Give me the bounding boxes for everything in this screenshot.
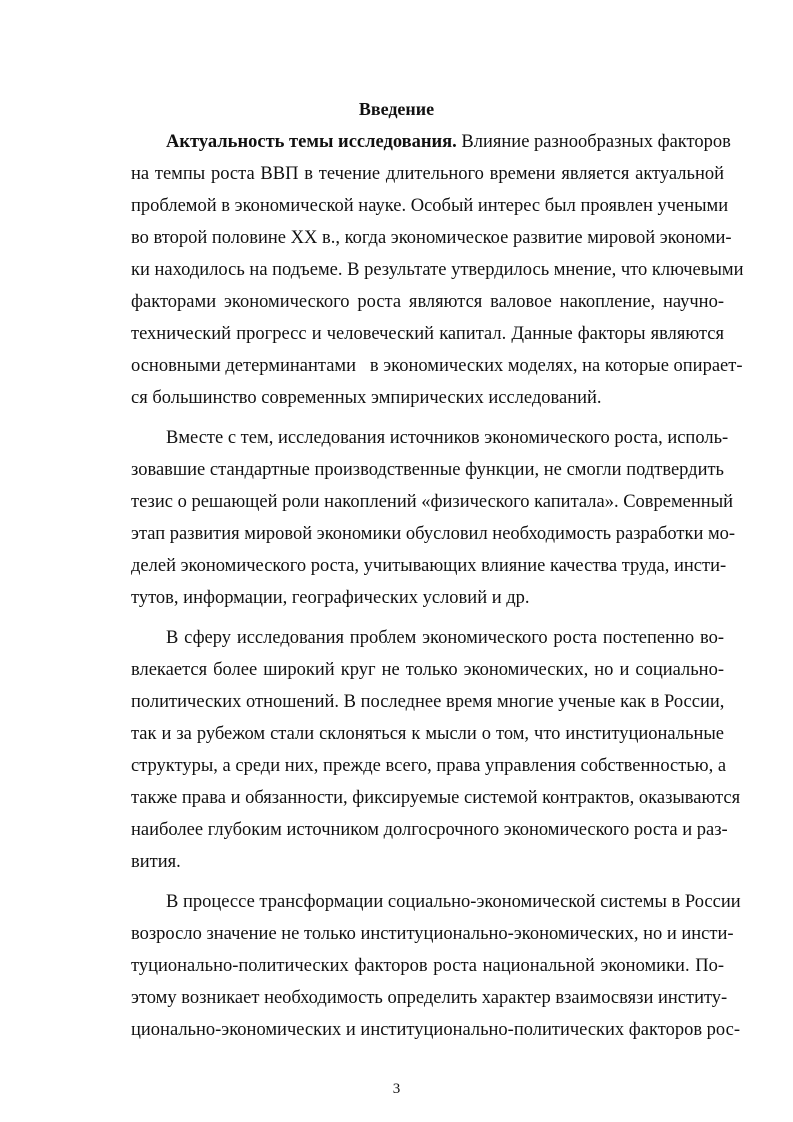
paragraph-1-line-1-text: Влияние разнообразных факторов [456,132,731,152]
paragraph-1-line-9: ся большинство современных эмпирических исследований. [131,388,602,408]
paragraph-1-line-5: ки находилось на подъеме. В результате утвердилось мнение, что ключевыми [131,260,744,280]
paragraph-4-line-5: ционально-экономических и институционально-политических факторов рос- [131,1020,741,1040]
paragraph-4-line-1: В процессе трансформации социально-экономической системы в России [166,892,741,912]
paragraph-1-line-7: технический прогресс и человеческий капитал. Данные факторы являются [131,324,724,344]
paragraph-4-line-4: этому возникает необходимость определить характер взаимосвязи институ- [131,988,728,1008]
paragraph-3-line-3: политических отношений. В последнее время многие ученые как в России, [131,692,725,712]
paragraph-1-line-4: во второй половине XX в., когда экономическое развитие мировой экономи- [131,228,732,248]
paragraph-3-line-1: В сферу исследования проблем экономического роста постепенно во- [166,628,724,648]
paragraph-2-line-4: этап развития мировой экономики обусловил необходимость разработки мо- [131,524,736,544]
paragraph-1-line-3: проблемой в экономической науке. Особый интерес был проявлен учеными [131,196,729,216]
page-number: 3 [392,1081,401,1097]
paragraph-1-line-6: факторами экономического роста являются валовое накопление, научно- [131,292,724,312]
paragraph-1-line-1 [166,130,731,154]
paragraph-3-line-7: наиболее глубоким источником долгосрочного экономического роста и раз- [131,820,728,840]
paragraph-3-line-6: также права и обязанности, фиксируемые системой контрактов, оказываются [131,788,741,808]
paragraph-2-line-6: тутов, информации, географических условий и др. [131,588,530,608]
section-heading: Введение [358,99,435,119]
paragraph-2-line-1: Вместе с тем, исследования источников экономического роста, исполь- [166,428,729,448]
paragraph-1-line-8: основными детерминантами в экономических моделях, на которые опирает- [131,356,743,376]
paragraph-4-line-3: туционально-политических факторов роста национальной экономики. По- [131,956,724,976]
paragraph-3-line-2: влекается более широкий круг не только экономических, но и социально- [131,660,724,680]
paragraph-3-line-5: структуры, а среди них, прежде всего, права управления собственностью, а [131,756,727,776]
paragraph-1-lead: Актуальность темы исследования. [166,132,457,152]
paragraph-2-line-3: тезис о решающей роли накоплений «физического капитала». Современный [131,492,734,512]
paragraph-2-line-2: зовавшие стандартные производственные функции, не смогли подтвердить [131,460,724,480]
paragraph-4-line-2: возросло значение не только институционально-экономических, но и инсти- [131,924,734,944]
paragraph-3-line-4: так и за рубежом стали склоняться к мысли о том, что институциональные [131,724,724,744]
paragraph-2-line-5: делей экономического роста, учитывающих влияние качества труда, инсти- [131,556,727,576]
paragraph-3-line-8: вития. [131,852,181,872]
paragraph-1-line-2: на темпы роста ВВП в течение длительного времени является актуальной [131,164,724,184]
